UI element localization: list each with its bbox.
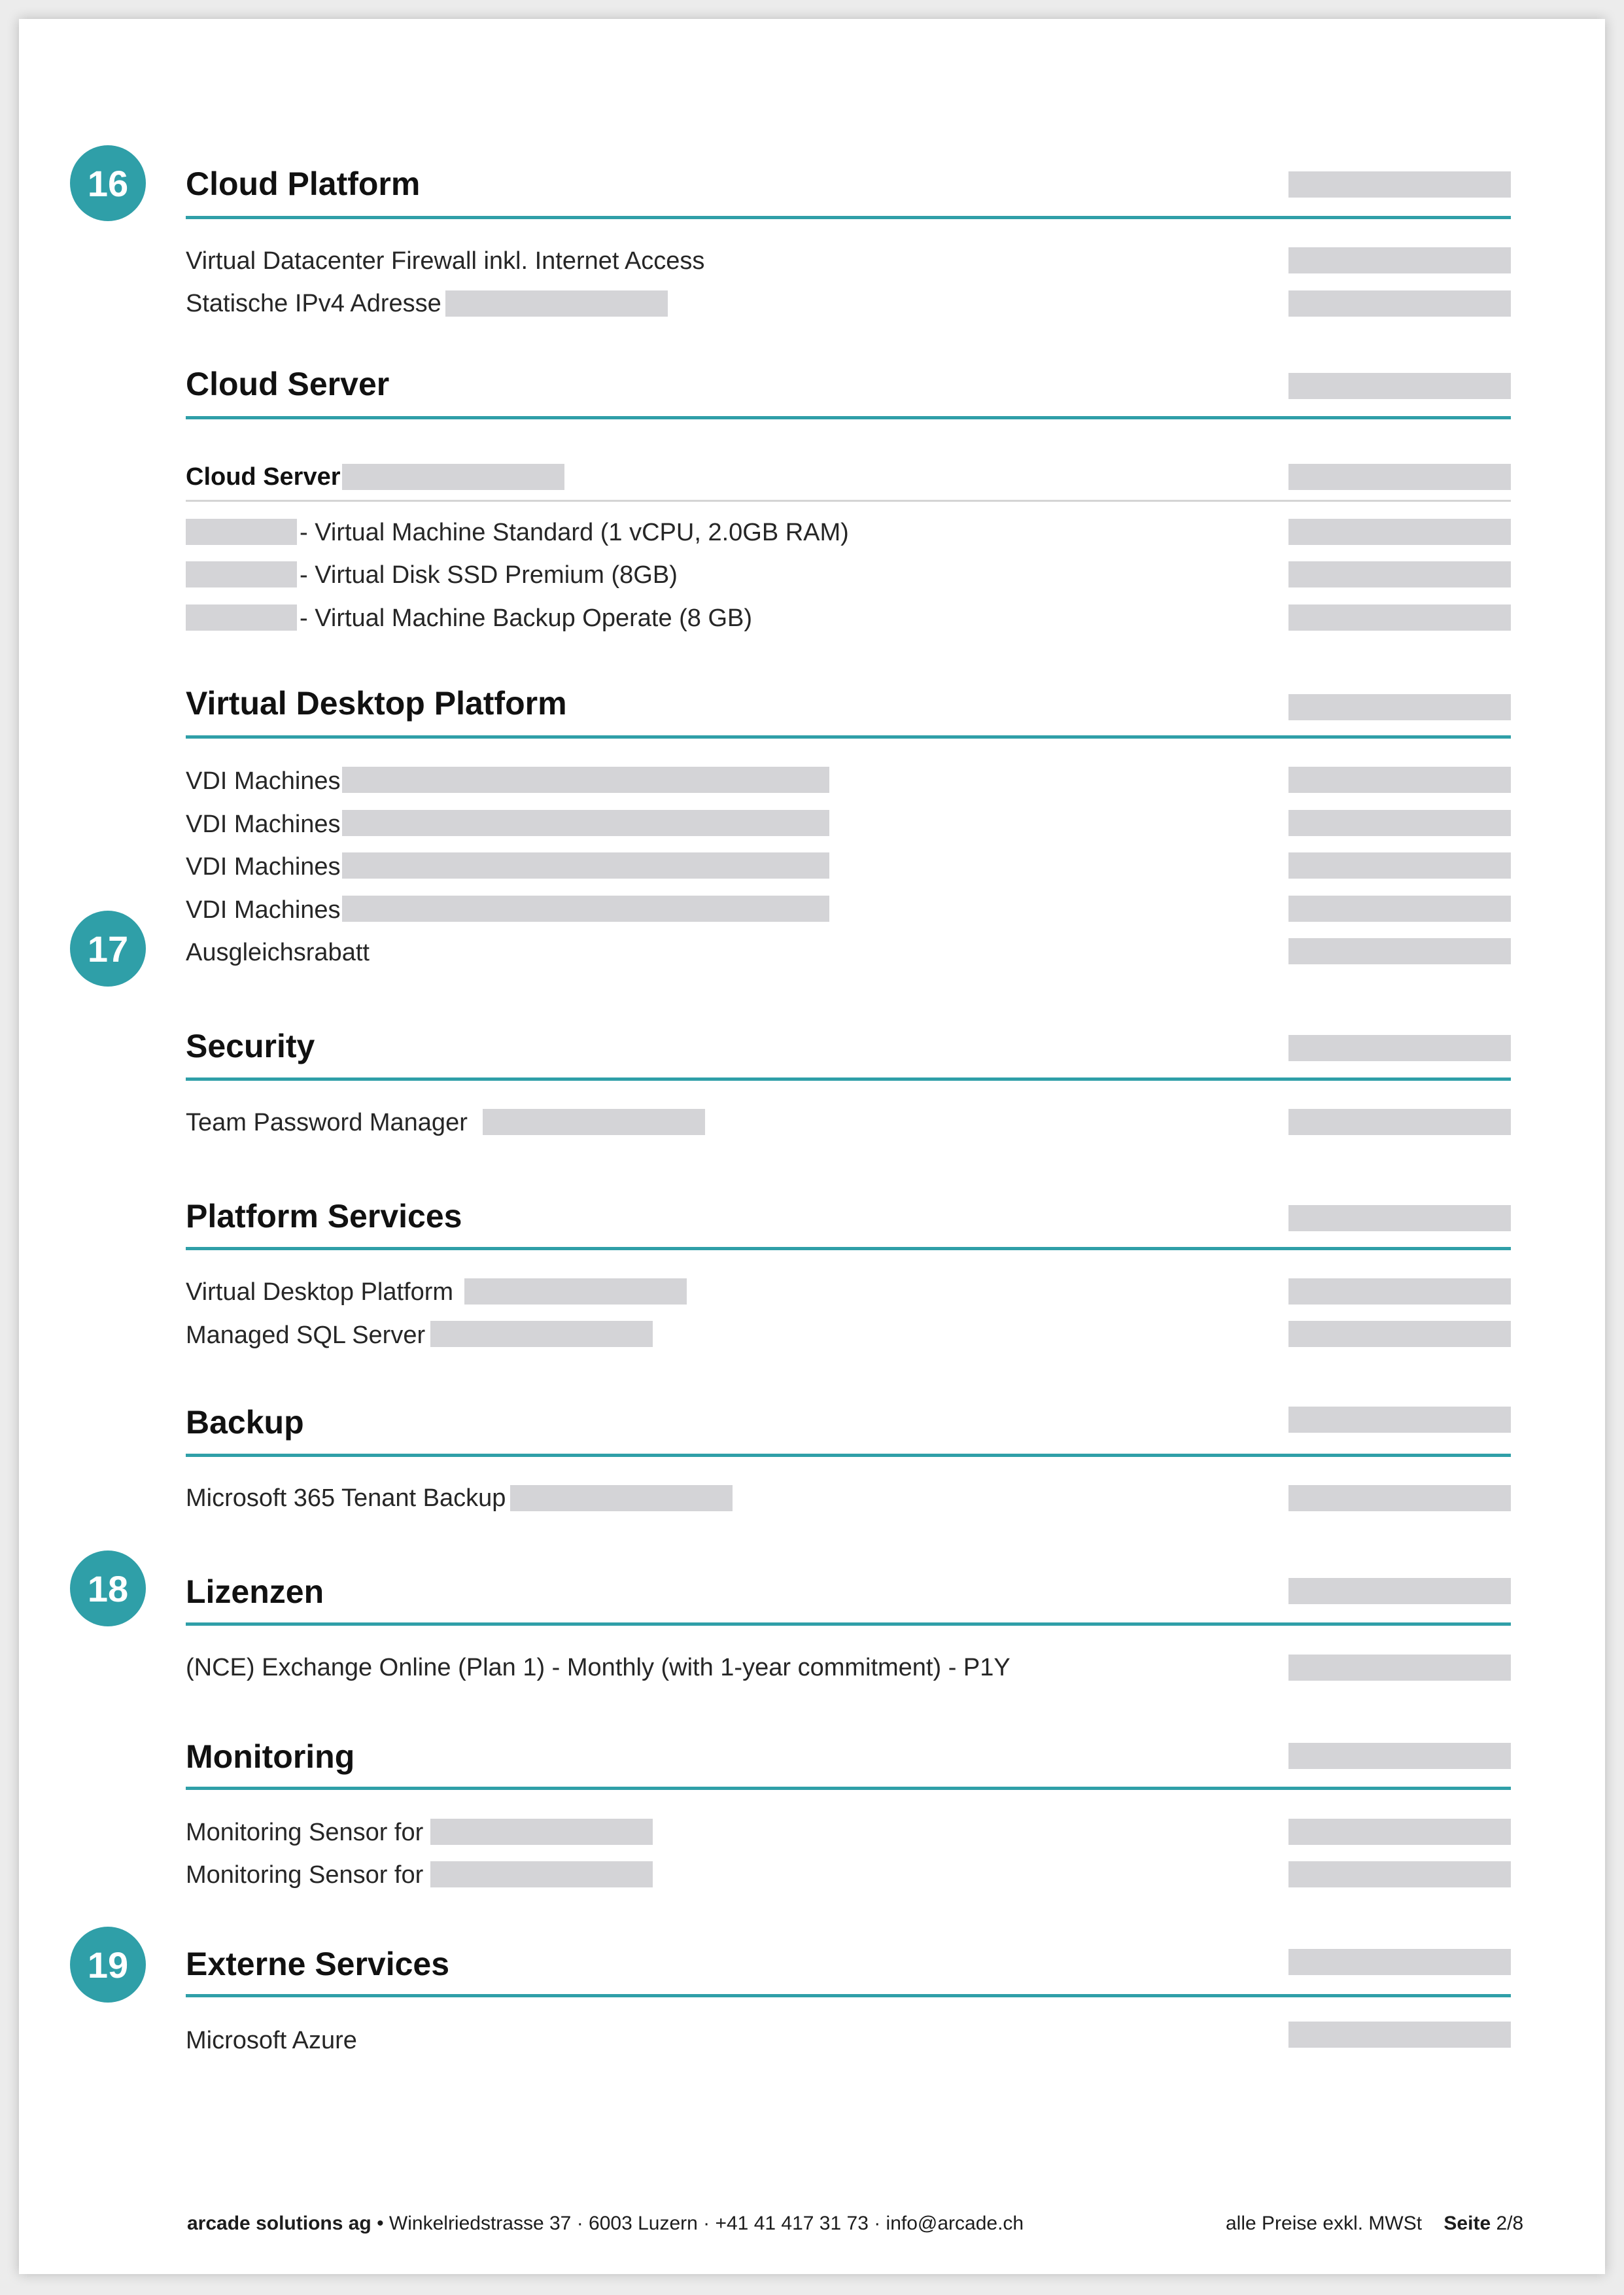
section-title-virtual-desktop-platform: Virtual Desktop Platform xyxy=(186,685,567,722)
section-title-security: Security xyxy=(186,1028,315,1064)
line-item: (NCE) Exchange Online (Plan 1) - Monthly (with 1-year commitment) - P1Y xyxy=(186,1654,1011,1681)
section-number-badge: 19 xyxy=(70,1927,146,2003)
redacted-quantity xyxy=(186,561,297,587)
line-item: Managed SQL Server xyxy=(186,1322,426,1349)
section-title-externe-services: Externe Services xyxy=(186,1946,450,1982)
redacted-price xyxy=(1288,1819,1511,1845)
line-item: Monitoring Sensor for xyxy=(186,1861,424,1889)
line-item: Ausgleichsrabatt xyxy=(186,939,370,966)
subgroup-title: Cloud Server xyxy=(186,463,341,491)
redacted-price xyxy=(1288,810,1511,836)
footer-vat-note: alle Preise exkl. MWSt xyxy=(1226,2213,1423,2234)
redacted-detail xyxy=(483,1109,705,1135)
redacted-price xyxy=(1288,694,1511,720)
line-item: VDI Machines xyxy=(186,896,341,924)
redacted-price xyxy=(1288,1109,1511,1135)
redacted-detail xyxy=(342,810,829,836)
line-item: - Virtual Machine Backup Operate (8 GB) xyxy=(300,604,753,632)
section-divider xyxy=(186,1994,1511,1997)
footer-company-name: arcade solutions ag xyxy=(187,2213,371,2234)
line-item: Microsoft 365 Tenant Backup xyxy=(186,1484,506,1512)
redacted-detail xyxy=(430,1321,653,1347)
section-title-platform-services: Platform Services xyxy=(186,1198,462,1235)
redacted-detail xyxy=(342,767,829,793)
section-divider xyxy=(186,1077,1511,1081)
redacted-price xyxy=(1288,767,1511,793)
redacted-price xyxy=(1288,1485,1511,1511)
redacted-detail xyxy=(430,1819,653,1845)
section-number-badge: 18 xyxy=(70,1550,146,1626)
footer-company-info xyxy=(187,2214,1024,2234)
section-divider xyxy=(186,1247,1511,1250)
section-title-cloud-server: Cloud Server xyxy=(186,366,390,402)
section-divider xyxy=(186,1622,1511,1626)
redacted-price xyxy=(1288,1035,1511,1061)
section-title-monitoring: Monitoring xyxy=(186,1738,355,1775)
subgroup-divider xyxy=(186,500,1511,502)
section-divider xyxy=(186,1454,1511,1457)
redacted-price xyxy=(1288,1861,1511,1887)
line-item: Virtual Desktop Platform xyxy=(186,1278,454,1306)
redacted-price xyxy=(1288,604,1511,631)
footer-address: • Winkelriedstrasse 37 · 6003 Luzern · +41 41 417 31 73 · info@arcade.ch xyxy=(371,2213,1024,2234)
redacted-detail xyxy=(342,852,829,879)
redacted-price xyxy=(1288,171,1511,198)
redacted-detail xyxy=(510,1485,733,1511)
redacted-detail xyxy=(445,290,668,317)
redacted-detail xyxy=(430,1861,653,1887)
redacted-price xyxy=(1288,1205,1511,1231)
redacted-price xyxy=(1288,373,1511,399)
line-item: - Virtual Machine Standard (1 vCPU, 2.0GB RAM) xyxy=(300,519,849,546)
footer-page-label: Seite xyxy=(1443,2213,1491,2234)
redacted-price xyxy=(1288,896,1511,922)
redacted-price xyxy=(1288,247,1511,273)
section-title-lizenzen: Lizenzen xyxy=(186,1573,324,1610)
footer-page-number: 2/8 xyxy=(1496,2213,1524,2234)
redacted-quantity xyxy=(186,604,297,631)
redacted-price xyxy=(1288,561,1511,587)
redacted-price xyxy=(1288,464,1511,490)
section-title-backup: Backup xyxy=(186,1404,304,1441)
section-divider xyxy=(186,735,1511,739)
section-title-cloud-platform: Cloud Platform xyxy=(186,166,421,202)
redacted-price xyxy=(1288,1655,1511,1681)
line-item: - Virtual Disk SSD Premium (8GB) xyxy=(300,561,678,589)
redacted-price xyxy=(1288,1321,1511,1347)
line-item: Statische IPv4 Adresse xyxy=(186,290,441,317)
redacted-detail xyxy=(342,896,829,922)
section-number-badge: 17 xyxy=(70,911,146,987)
line-item: Virtual Datacenter Firewall inkl. Internet Access xyxy=(186,247,705,275)
redacted-price xyxy=(1288,290,1511,317)
document-page xyxy=(19,19,1605,2274)
redacted-price xyxy=(1288,852,1511,879)
redacted-quantity xyxy=(186,519,297,545)
section-divider xyxy=(186,416,1511,419)
redacted-price xyxy=(1288,938,1511,964)
footer-page-info xyxy=(1226,2214,1523,2234)
line-item: Microsoft Azure xyxy=(186,2027,357,2054)
line-item: Monitoring Sensor for xyxy=(186,1819,424,1846)
section-divider xyxy=(186,216,1511,219)
redacted-price xyxy=(1288,1407,1511,1433)
line-item: VDI Machines xyxy=(186,811,341,838)
redacted-detail xyxy=(342,464,564,490)
section-divider xyxy=(186,1787,1511,1790)
redacted-price xyxy=(1288,1578,1511,1604)
line-item: VDI Machines xyxy=(186,853,341,881)
redacted-detail xyxy=(464,1278,687,1305)
line-item: Team Password Manager xyxy=(186,1109,468,1136)
redacted-price xyxy=(1288,2022,1511,2048)
redacted-price xyxy=(1288,1949,1511,1975)
line-item: VDI Machines xyxy=(186,767,341,795)
redacted-price xyxy=(1288,519,1511,545)
redacted-price xyxy=(1288,1743,1511,1769)
section-number-badge: 16 xyxy=(70,145,146,221)
redacted-price xyxy=(1288,1278,1511,1305)
